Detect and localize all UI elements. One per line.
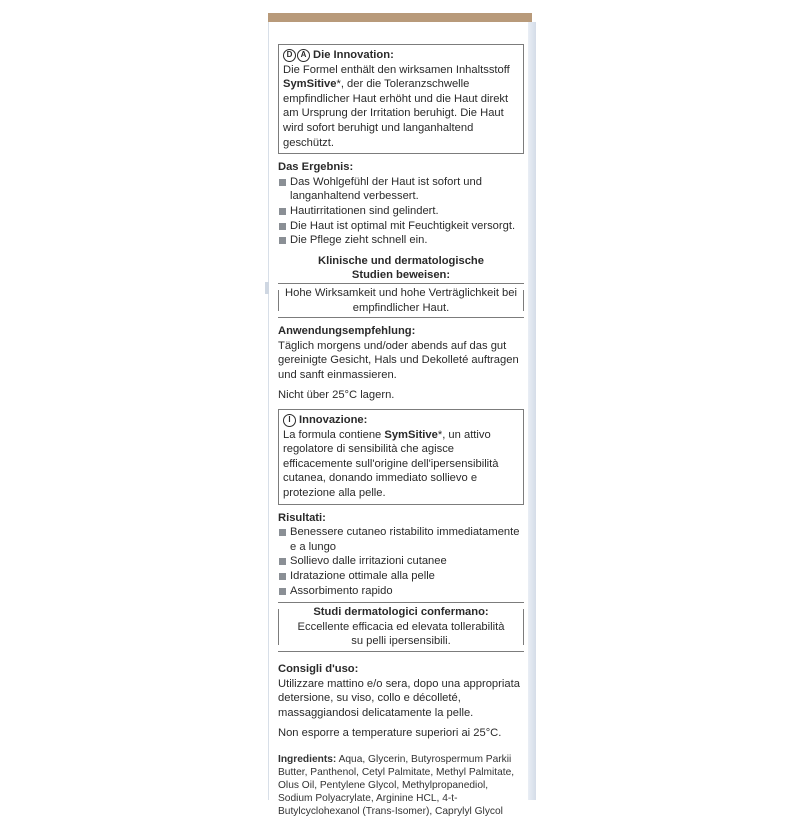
packaging-top-edge [268,0,532,22]
de-innovation-title: Die Innovation: [313,49,394,61]
it-innovation-title: Innovazione: [299,414,368,427]
de-innovation-text: Die Formel enthält den wirksamen Inhaltsstoff SymSitive*, der die Toleranzschwelle empfindlicher Haut erhöht und die Haut direkt am Ursprung der Irritation beruhigt. Die Haut wird sofort beruhigt und langanhaltend geschützt. [283,63,510,149]
de-usage-title: Anwendungsempfehlung: [278,325,416,338]
brand-symsitive: SymSitive [283,78,337,91]
it-studies-box [278,602,524,652]
list-item: Sollievo dalle irritazioni cutanee [278,554,524,569]
list-item: Idratazione ottimale alla pelle [278,569,524,584]
it-innovation-box [278,409,524,505]
list-item: Die Haut ist optimal mit Feuchtigkeit versorgt. [278,219,524,234]
de-innovation-box [278,44,524,154]
language-badge-d: D [283,49,296,62]
list-item: Hautirritationen sind gelindert. [278,204,524,219]
de-storage-text: Nicht über 25°C lagern. [278,389,395,402]
it-usage-text: Utilizzare mattino e/o sera, dopo una appropriata detersione, su viso, collo e décolleté, massaggiandosi delicatamente la pelle. [278,677,520,719]
de-studies-title: Klinische und dermatologische Studien beweisen: [318,254,484,282]
de-usage-text: Täglich morgens und/oder abends auf das gut gereinigte Gesicht, Hals und Dekolleté auftragen und sanft einmassieren. [278,339,519,381]
it-innovation-text: La formula contiene SymSitive*, un attivo regolatore di sensibilità che agisce efficacemente sull'origine dell'ipersensibilità cutanea, donando immediato sollievo e protezione alla pelle. [283,428,499,500]
package-fold-edge [528,22,536,800]
language-badge-a: A [297,49,310,62]
de-studies-text: Hohe Wirksamkeit und hohe Verträglichkeit bei empfindlicher Haut. [285,286,517,314]
it-studies-title: Studi dermatologici confermano: [313,606,489,619]
de-studies-box [278,283,524,318]
package-edge-mark [265,282,269,294]
list-item: Benessere cutaneo ristabilito immediatamente e a lungo [278,525,524,554]
ingredients-list [278,753,524,818]
it-result-list [278,525,524,598]
brand-symsitive: SymSitive [384,428,438,441]
list-item: Das Wohlgefühl der Haut ist sofort und langanhaltend verbessert. [278,175,524,204]
ingredients-text: Aqua, Glycerin, Butyrospermum Parkii Butter, Panthenol, Cetyl Palmitate, Methyl Palmitate, Olus Oil, Pentylene Glycol, Methylpropanediol, Sodium Polyacrylate, Arginine HCL, 4-t-Butylcyclohexanol (Trans-Isomer), Caprylyl Glycol [278,753,515,817]
list-item: Assorbimento rapido [278,584,524,599]
language-badge-i: I [283,414,296,427]
it-studies-text: Eccellente efficacia ed elevata tollerabilità su pelli ipersensibili. [297,620,505,648]
de-result-title: Das Ergebnis: [278,161,354,174]
de-result-list [278,175,524,248]
it-usage-title: Consigli d'uso: [278,662,359,675]
it-innovation-heading [283,413,518,428]
label-text-column [278,44,524,818]
it-result-title: Risultati: [278,511,326,524]
ingredients-label: Ingredients: [278,753,337,765]
de-innovation-heading [283,48,518,63]
list-item: Die Pflege zieht schnell ein. [278,233,524,248]
it-storage-text: Non esporre a temperature superiori ai 25°C. [278,727,502,740]
